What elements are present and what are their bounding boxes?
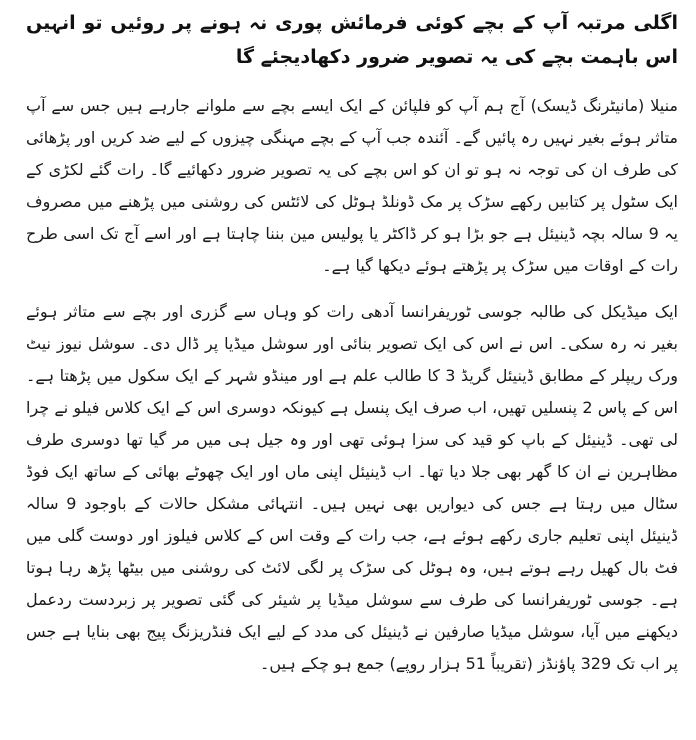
article-headline: اگلی مرتبہ آپ کے بچے کوئی فرمائش پوری نہ ہونے پر روئیں تو انہیں اس باہمت بچے کی یہ تصویر ضرور دکھادیجئے گا (26, 12, 678, 68)
article-paragraph-2: ایک میڈیکل کی طالبہ جوسی ٹوریفرانسا آدھی رات کو وہاں سے گزری اور بچے سے متاثر ہوئے بغیر نہ رہ سکی۔ اس نے اس کی ایک تصویر بنائی اور سوشل میڈیا پر ڈال دی۔ سوشل نیوز نیٹ ورک ریپلر کے مطابق ڈینیئل گریڈ 3 کا طالب علم ہے اور مینڈو شہر کے ایک سکول میں پڑھتا ہے۔ اس کے پاس 2 پنسلیں تھیں، اب صرف ایک پنسل ہے کیونکہ دوسری اس کے ایک کلاس فیلو نے چرا لی تھی۔ ڈینیئل کے باپ کو قید کی سزا ہوئی تھی اور وہ جیل ہی میں مر گیا تھا دوسری طرف مظاہرین نے ان کا گھر بھی جلا دیا تھا۔ اب ڈینیئل اپنی ماں اور ایک چھوٹے بھائی کے ساتھ ایک فوڈ سٹال میں رہتا ہے جس کی دیواریں بھی نہیں ہیں۔ انتہائی مشکل حالات کے باوجود 9 سالہ ڈینیئل اپنی تعلیم جاری رکھے ہوئے ہے، جب رات کے وقت اس کے کلاس فیلوز اور دوست گلی میں فٹ بال کھیل رہے ہوتے ہیں، وہ ہوٹل کی سڑک پر لگی لائٹ کی روشنی میں بیٹھا پڑھ رہا ہوتا ہے۔ جوسی ٹوریفرانسا کی طرف سے سوشل میڈیا پر شیئر کی گئی تصویر پر زبردست ردعمل دیکھنے میں آیا، سوشل میڈیا صارفین نے ڈینیئل کی مدد کے لیے ایک فنڈریزنگ پیج بھی بنایا ہے جس پر اب تک 329 پاؤنڈز (تقریباً 51 ہزار روپے) جمع ہو چکے ہیں۔ (26, 302, 679, 673)
news-article (26, 6, 678, 740)
article-paragraph-1: منیلا (مانیٹرنگ ڈیسک) آج ہم آپ کو فلپائن کے ایک ایسے بچے سے ملوانے جارہے ہیں جس سے آپ متاثر ہوئے بغیر نہیں رہ پائیں گے۔ آئندہ جب آپ کے بچے مہنگی چیزوں کے لیے ضد کریں اور پڑھائی کی طرف ان کی توجہ نہ ہو تو ان کو اس بچے کی یہ تصویر ضرور دکھائیے گا۔ رات گئے لکڑی کے ایک سٹول پر کتابیں رکھے سڑک پر مک ڈونلڈ ہوٹل کی لائٹس کی روشنی میں پڑھنے میں مصروف یہ 9 سالہ بچہ ڈینیئل ہے جو بڑا ہو کر ڈاکٹر یا پولیس مین بننا چاہتا ہے اور اسے آج تک اسی طرح رات کے اوقات میں سڑک پر پڑھتے ہوئے دیکھا گیا ہے۔ (26, 96, 678, 275)
